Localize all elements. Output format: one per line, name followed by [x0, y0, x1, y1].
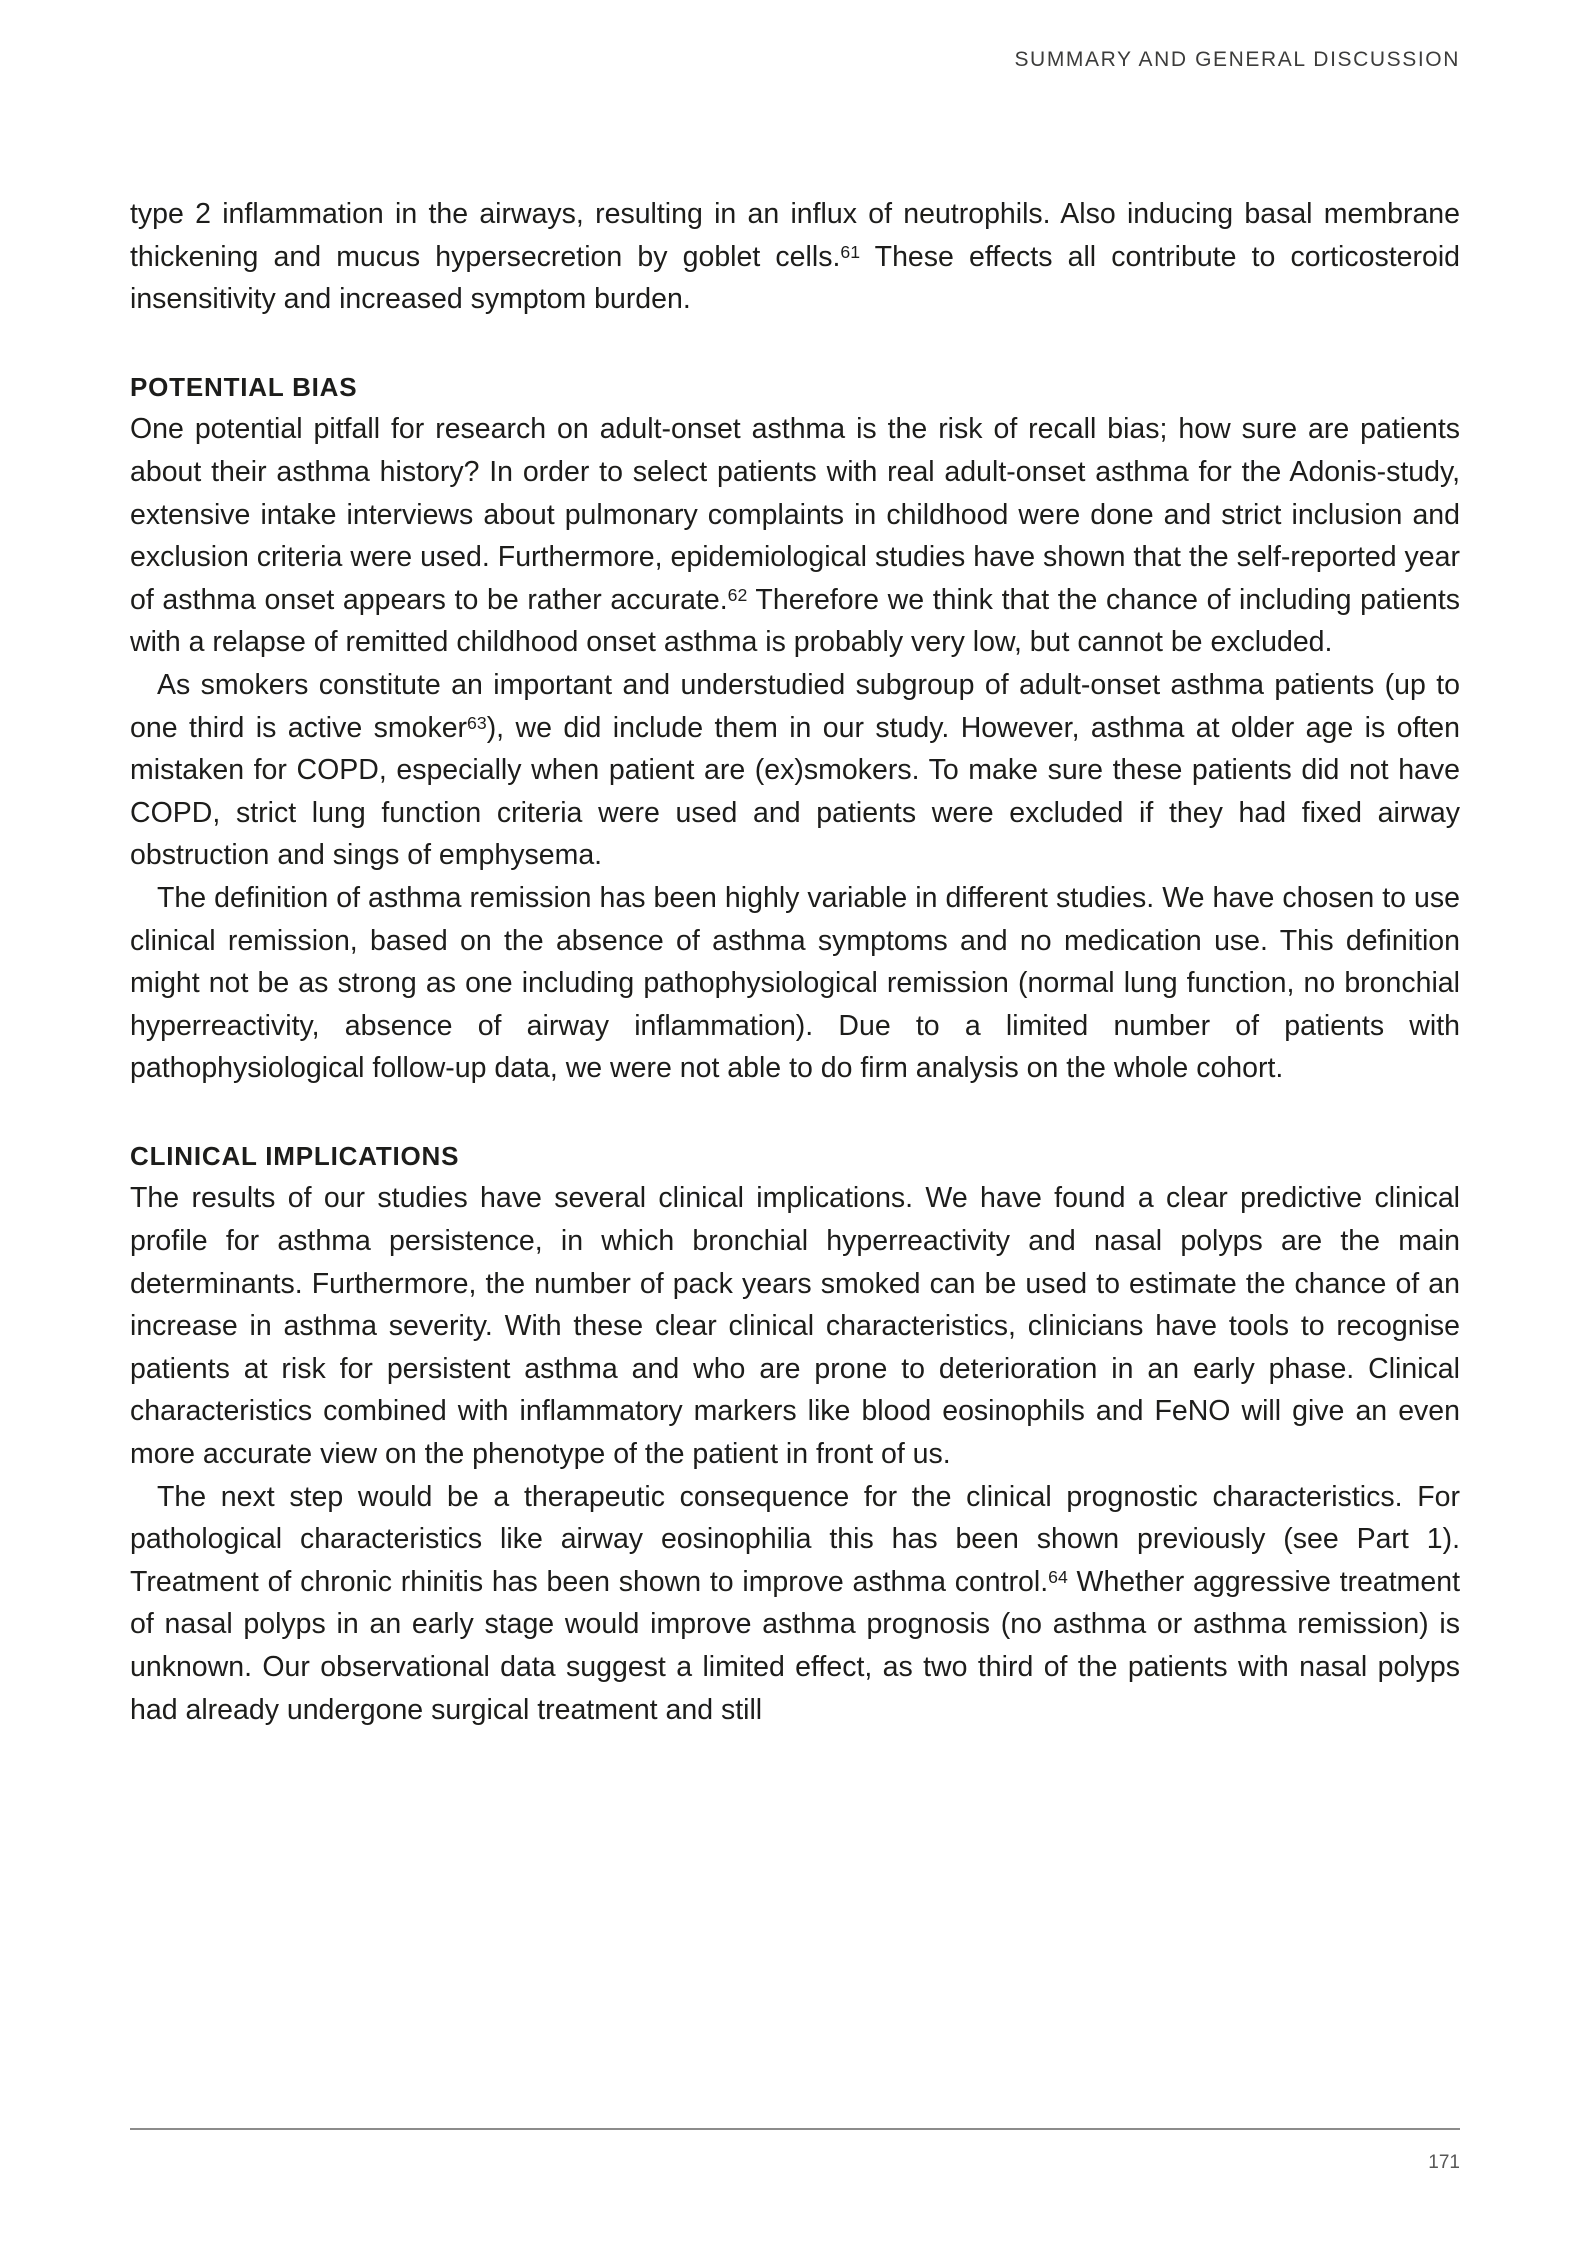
footer-divider: [130, 2128, 1460, 2130]
paragraph-clinical-implications-1: [130, 1177, 1460, 1475]
text-run: Therefore we think that the chance of including patients with a relapse of remitted childhood onset asthma is probably very low, but cannot be excluded.: [130, 583, 1460, 659]
citation-superscript: 64: [1048, 1566, 1068, 1587]
section-heading-clinical-implications: CLINICAL IMPLICATIONS: [130, 1140, 460, 1171]
text-run: As smokers constitute an important and understudied subgroup of adult-onset asthma patients (up to one third is active smoker: [130, 668, 1460, 744]
page-number: 171: [1428, 2152, 1460, 2173]
running-header: SUMMARY AND GENERAL DISCUSSION: [1014, 48, 1460, 71]
text-run: Whether aggressive treatment of nasal polyps in an early stage would improve asthma prognosis (no asthma or asthma remission) is unknown. Our observational data suggest a limited effect, as two third of the patients with nasal polyps had already undergone surgical treatment and still: [130, 1565, 1460, 1726]
text-run: One potential pitfall for research on adult-onset asthma is the risk of recall bias; how sure are patients about their asthma history? In order to select patients with real adult-onset asthma for the Adonis-study, extensive intake interviews about pulmonary complaints in childhood were done and strict inclusion and exclusion criteria were used. Furthermore, epidemiological studies have shown that the self-reported year of asthma onset appears to be rather accurate.: [130, 413, 1460, 616]
text-run: ), we did include them in our study. However, asthma at older age is often mistaken for COPD, especially when patient are (ex)smokers. To make sure these patients did not have COPD, strict lung function criteria were used and patients were excluded if they had fixed airway obstruction and sings of emphysema.: [130, 711, 1460, 872]
text-run: These effects all contribute to corticosteroid insensitivity and increased symptom burden.: [130, 240, 1461, 316]
paragraph-potential-bias-3: [130, 877, 1460, 1090]
paragraph-potential-bias-2: [130, 664, 1460, 877]
text-run: The results of our studies have several clinical implications. We have found a clear predictive clinical profile for asthma persistence, in which bronchial hyperreactivity and nasal polyps are the main determinants. Furthermore, the number of pack years smoked can be used to estimate the chance of an increase in asthma severity. With these clear clinical characteristics, clinicians have tools to recognise patients at risk for persistent asthma and who are prone to deterioration in an early phase. Clinical characteristics combined with inflammatory markers like blood eosinophils and FeNO will give an even more accurate view on the phenotype of the patient in front of us.: [130, 1182, 1460, 1471]
citation-superscript: 61: [840, 241, 861, 262]
page-content: [130, 193, 1460, 1731]
paragraph-potential-bias-1: [130, 408, 1460, 664]
text-run: The definition of asthma remission has been highly variable in different studies. We have chosen to use clinical remission, based on the absence of asthma symptoms and no medication use. This definition might not be as strong as one including pathophysiological remission (normal lung function, no bronchial hyperreactivity, absence of airway inflammation). Due to a limited number of patients with pathophysiological follow-up data, we were not able to do firm analysis on the whole cohort.: [130, 881, 1460, 1085]
paragraph-intro-continuation: [130, 193, 1460, 321]
text-run: type 2 inflammation in the airways, resulting in an influx of neutrophils. Also inducing basal membrane thickening and mucus hypersecretion by goblet cells.: [130, 198, 1460, 273]
paragraph-clinical-implications-2: [130, 1476, 1460, 1732]
citation-superscript: 63: [467, 712, 487, 733]
section-heading-potential-bias: POTENTIAL BIAS: [130, 371, 358, 402]
citation-superscript: 62: [727, 584, 748, 605]
text-run: The next step would be a therapeutic consequence for the clinical prognostic characteristics. For pathological characteristics like airway eosinophilia this has been shown previously (see Part 1). Treatment of chronic rhinitis has been shown to improve asthma control.: [130, 1480, 1460, 1598]
